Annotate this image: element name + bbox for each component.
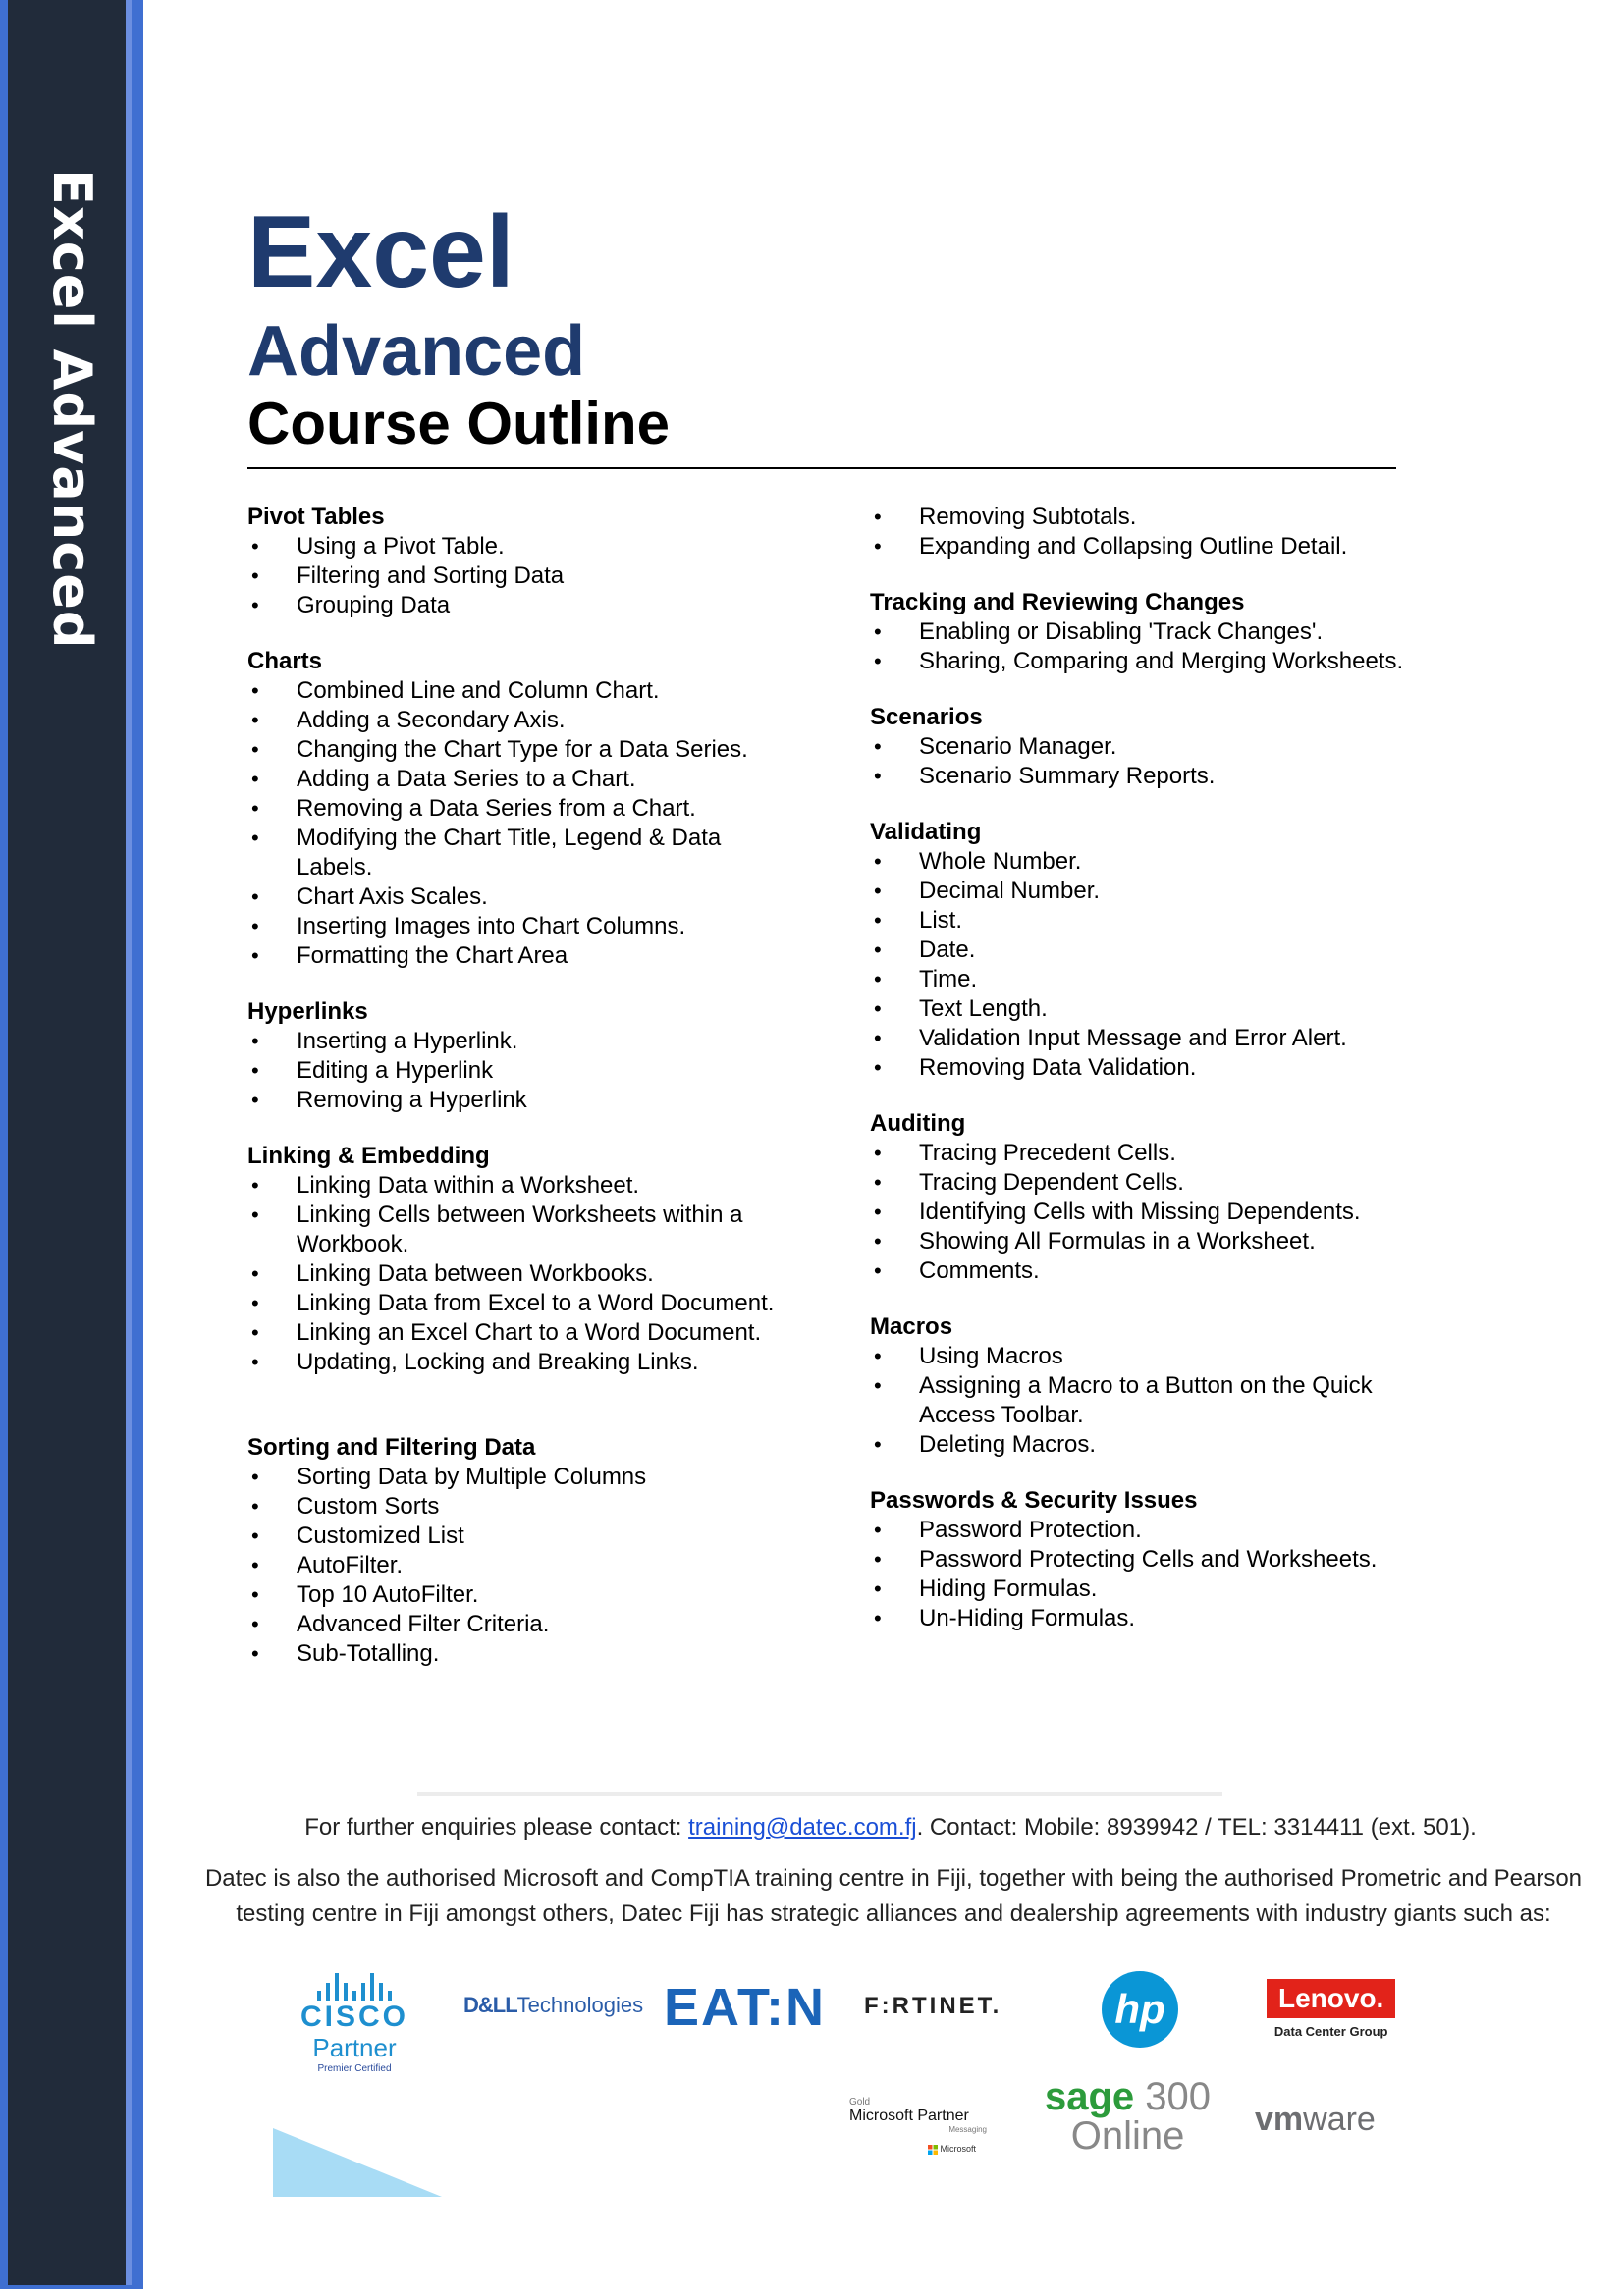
list-item: • Removing Subtotals. bbox=[870, 503, 1420, 532]
section-list bbox=[247, 532, 797, 620]
list-item: • Adding a Secondary Axis. bbox=[247, 706, 797, 735]
section-heading: Hyperlinks bbox=[247, 998, 368, 1025]
hp-logo: hp bbox=[1102, 1971, 1178, 2048]
list-item: • AutoFilter. bbox=[247, 1551, 797, 1580]
list-item: • Linking Data between Workbooks. bbox=[247, 1259, 797, 1289]
outline-section bbox=[870, 1109, 1420, 1286]
list-item: • Removing a Hyperlink bbox=[247, 1086, 797, 1115]
list-item: • Customized List bbox=[247, 1522, 797, 1551]
footer-divider bbox=[417, 1792, 1222, 1796]
list-item: • Using a Pivot Table. bbox=[247, 532, 797, 561]
right-column bbox=[870, 503, 1420, 1660]
list-item: • Removing a Data Series from a Chart. bbox=[247, 794, 797, 824]
cisco-name: CISCO bbox=[300, 2001, 409, 2033]
section-list bbox=[247, 1027, 797, 1115]
cisco-bars-icon bbox=[300, 1973, 408, 2001]
section-heading: Tracking and Reviewing Changes bbox=[870, 589, 1245, 615]
eaton-logo: EAT:N bbox=[664, 1978, 826, 2037]
list-item: • Text Length. bbox=[870, 994, 1420, 1024]
outline-section bbox=[247, 997, 797, 1115]
list-item: • Sorting Data by Multiple Columns bbox=[247, 1463, 797, 1492]
dell-brand: D&LL bbox=[463, 1993, 517, 2017]
contact-prefix: For further enquiries please contact: bbox=[304, 1814, 689, 1841]
list-item: • Whole Number. bbox=[870, 847, 1420, 877]
list-item: • Chart Axis Scales. bbox=[247, 882, 797, 912]
page-subtitle: Advanced bbox=[247, 312, 586, 391]
sage-wordmark bbox=[1045, 2077, 1211, 2116]
list-item: • Scenario Summary Reports. bbox=[870, 762, 1420, 791]
outline-section bbox=[247, 503, 797, 620]
section-heading: Scenarios bbox=[870, 704, 983, 730]
sage-word: sage bbox=[1045, 2075, 1135, 2118]
section-list bbox=[870, 503, 1420, 561]
list-item: • Inserting Images into Chart Columns. bbox=[247, 912, 797, 941]
section-heading: Sorting and Filtering Data bbox=[247, 1434, 536, 1461]
contact-line bbox=[157, 1814, 1624, 1842]
section-heading: Pivot Tables bbox=[247, 504, 385, 530]
section-list bbox=[870, 1139, 1420, 1286]
list-item: • Time. bbox=[870, 965, 1420, 994]
microsoft-partner-logo bbox=[849, 2097, 987, 2155]
list-item: • Expanding and Collapsing Outline Detail. bbox=[870, 532, 1420, 561]
section-heading: Linking & Embedding bbox=[247, 1143, 490, 1169]
list-item: • Grouping Data bbox=[247, 591, 797, 620]
sage-online: Online bbox=[1070, 2114, 1185, 2158]
dell-suffix: Technologies bbox=[516, 1993, 644, 2017]
contact-suffix: . Contact: Mobile: 8939942 / TEL: 3314411 (ext. 501). bbox=[916, 1814, 1477, 1841]
list-item: • Editing a Hyperlink bbox=[247, 1056, 797, 1086]
list-item: • Linking Cells between Worksheets within a Workbook. bbox=[247, 1201, 797, 1259]
list-item: • Changing the Chart Type for a Data Series. bbox=[247, 735, 797, 765]
outline-section bbox=[870, 1312, 1420, 1460]
section-heading: Passwords & Security Issues bbox=[870, 1487, 1198, 1514]
list-item: • Date. bbox=[870, 935, 1420, 965]
list-item: • Linking Data within a Worksheet. bbox=[247, 1171, 797, 1201]
outline-section bbox=[870, 818, 1420, 1083]
ms-partner-label: Microsoft Partner bbox=[849, 2108, 969, 2124]
list-item: • Assigning a Macro to a Button on the Quick Access Toolbar. bbox=[870, 1371, 1420, 1430]
section-heading: Macros bbox=[870, 1313, 953, 1340]
list-item: • Using Macros bbox=[870, 1342, 1420, 1371]
ms-competency-label: Messaging bbox=[948, 2125, 987, 2134]
list-item: • Combined Line and Column Chart. bbox=[247, 676, 797, 706]
list-item: • Top 10 AutoFilter. bbox=[247, 1580, 797, 1610]
microsoft-squares-icon bbox=[928, 2145, 938, 2155]
sage-number: 300 bbox=[1145, 2075, 1212, 2118]
list-item: • Enabling or Disabling 'Track Changes'. bbox=[870, 617, 1420, 647]
cisco-partner-logo bbox=[300, 1973, 408, 2077]
section-list bbox=[870, 617, 1420, 676]
list-item: • Password Protection. bbox=[870, 1516, 1420, 1545]
page-heading: Course Outline bbox=[247, 391, 671, 456]
list-item: • Comments. bbox=[870, 1256, 1420, 1286]
sidebar-vertical-title: Excel Advanced bbox=[41, 169, 103, 650]
section-list bbox=[870, 732, 1420, 791]
list-item: • Deleting Macros. bbox=[870, 1430, 1420, 1460]
list-item: • Identifying Cells with Missing Dependents. bbox=[870, 1198, 1420, 1227]
list-item: • Inserting a Hyperlink. bbox=[247, 1027, 797, 1056]
list-item: • Sharing, Comparing and Merging Worksheets. bbox=[870, 647, 1420, 676]
section-list bbox=[247, 676, 797, 971]
section-list bbox=[247, 1171, 797, 1377]
list-item: • Un-Hiding Formulas. bbox=[870, 1604, 1420, 1633]
list-item: • Advanced Filter Criteria. bbox=[247, 1610, 797, 1639]
list-item: • Password Protecting Cells and Worksheets. bbox=[870, 1545, 1420, 1575]
cisco-cert-label: Premier Certified bbox=[317, 2063, 392, 2074]
outline-section bbox=[247, 1142, 797, 1377]
section-heading: Charts bbox=[247, 648, 323, 674]
section-list bbox=[870, 847, 1420, 1083]
list-item: • Formatting the Chart Area bbox=[247, 941, 797, 971]
ms-gold-label: Gold bbox=[849, 2097, 871, 2108]
list-item: • Modifying the Chart Title, Legend & Data Labels. bbox=[247, 824, 797, 882]
list-item: • Tracing Dependent Cells. bbox=[870, 1168, 1420, 1198]
sidebar-bottom-line bbox=[0, 2285, 143, 2296]
about-paragraph: Datec is also the authorised Microsoft and CompTIA training centre in Fiji, together with being the authorised Prometric and Pearson testing centre in Fiji amongst others, Datec Fiji has strategic alliances and dealership agreements with industry giants such as: bbox=[204, 1865, 1583, 1927]
section-list bbox=[247, 1463, 797, 1669]
dell-technologies-logo bbox=[463, 1993, 643, 2018]
lenovo-subtitle: Data Center Group bbox=[1273, 2024, 1388, 2039]
page-title: Excel bbox=[247, 195, 514, 309]
contact-email-link[interactable]: training@datec.com.fj bbox=[688, 1814, 917, 1841]
fortinet-logo: F:RTINET. bbox=[864, 1993, 1002, 2019]
outline-section bbox=[870, 1486, 1420, 1633]
decorative-triangle-icon bbox=[273, 2128, 442, 2197]
list-item: • Updating, Locking and Breaking Links. bbox=[247, 1348, 797, 1377]
list-item: • List. bbox=[870, 906, 1420, 935]
vmware-vm: vm bbox=[1255, 2101, 1304, 2138]
list-item: • Sub-Totalling. bbox=[247, 1639, 797, 1669]
heading-rule bbox=[247, 467, 1396, 469]
sage-300-online-logo bbox=[1045, 2077, 1211, 2156]
list-item: • Filtering and Sorting Data bbox=[247, 561, 797, 591]
outline-section bbox=[870, 703, 1420, 791]
ms-mini-logo bbox=[928, 2144, 987, 2155]
list-item: • Decimal Number. bbox=[870, 877, 1420, 906]
list-item: • Adding a Data Series to a Chart. bbox=[247, 765, 797, 794]
section-heading: Validating bbox=[870, 819, 982, 845]
section-list bbox=[870, 1342, 1420, 1460]
list-item: • Custom Sorts bbox=[247, 1492, 797, 1522]
list-item: • Validation Input Message and Error Alert. bbox=[870, 1024, 1420, 1053]
outline-section bbox=[247, 1433, 797, 1669]
left-column bbox=[247, 503, 797, 1695]
outline-section bbox=[870, 588, 1420, 676]
list-item: • Scenario Manager. bbox=[870, 732, 1420, 762]
list-item: • Hiding Formulas. bbox=[870, 1575, 1420, 1604]
outline-section bbox=[247, 647, 797, 971]
vmware-ware: ware bbox=[1303, 2101, 1376, 2138]
list-item: • Linking Data from Excel to a Word Document. bbox=[247, 1289, 797, 1318]
section-list bbox=[870, 1516, 1420, 1633]
list-item: • Showing All Formulas in a Worksheet. bbox=[870, 1227, 1420, 1256]
sidebar-banner bbox=[0, 0, 157, 2296]
outline-section bbox=[870, 503, 1420, 561]
list-item: • Tracing Precedent Cells. bbox=[870, 1139, 1420, 1168]
lenovo-wordmark: Lenovo. bbox=[1267, 1979, 1395, 2018]
lenovo-logo bbox=[1267, 1979, 1395, 2039]
vmware-logo bbox=[1255, 2101, 1376, 2139]
list-item: • Linking an Excel Chart to a Word Document. bbox=[247, 1318, 797, 1348]
ms-mini-text: Microsoft bbox=[940, 2144, 977, 2154]
section-heading: Auditing bbox=[870, 1110, 966, 1137]
list-item: • Removing Data Validation. bbox=[870, 1053, 1420, 1083]
cisco-partner-label: Partner bbox=[312, 2033, 397, 2062]
